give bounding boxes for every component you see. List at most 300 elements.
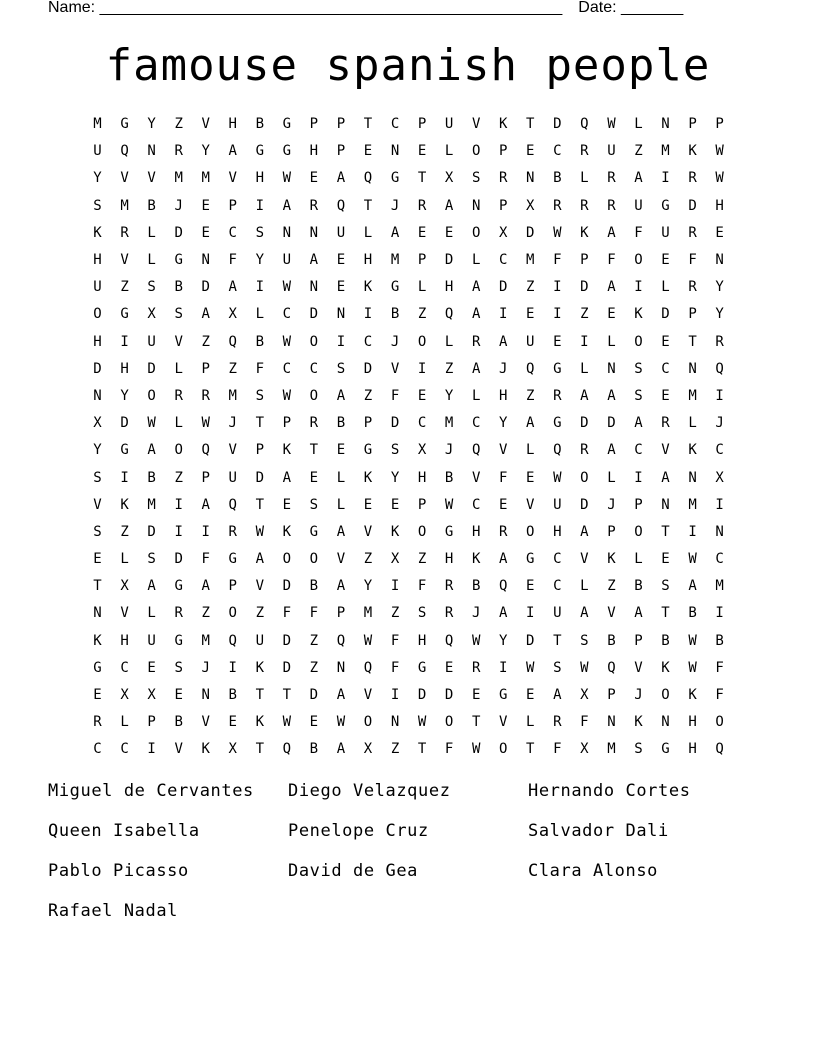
grid-letter: N xyxy=(282,224,292,241)
grid-row xyxy=(84,464,734,491)
grid-letter: A xyxy=(471,279,481,296)
grid-letter: A xyxy=(607,224,616,241)
grid-letter: R xyxy=(580,442,589,459)
grid-letter: C xyxy=(120,659,129,676)
grid-letter: F xyxy=(688,252,697,269)
grid-letter: Y xyxy=(715,306,724,323)
grid-letter: G xyxy=(174,632,183,649)
grid-letter: A xyxy=(336,387,346,404)
grid-letter: R xyxy=(688,224,697,241)
grid-letter: A xyxy=(390,224,400,241)
grid-letter: S xyxy=(553,659,562,676)
grid-letter: C xyxy=(715,442,724,459)
grid-row xyxy=(84,329,734,356)
grid-letter: Y xyxy=(499,632,508,649)
grid-letter: M xyxy=(228,387,237,404)
grid-letter: G xyxy=(120,306,129,323)
grid-letter: E xyxy=(201,197,210,214)
grid-letter: U xyxy=(607,143,616,160)
grid-letter: H xyxy=(444,279,454,296)
grid-letter: N xyxy=(607,360,616,377)
grid-letter: O xyxy=(309,551,319,568)
grid-letter: A xyxy=(336,741,346,758)
grid-letter: I xyxy=(336,333,346,350)
grid-letter: O xyxy=(471,224,481,241)
grid-letter: B xyxy=(147,197,156,214)
grid-letter: Q xyxy=(282,741,292,758)
grid-letter: Z xyxy=(174,469,183,486)
grid-letter: H xyxy=(363,252,373,269)
grid-letter: I xyxy=(526,605,535,622)
grid-letter: N xyxy=(309,279,319,296)
grid-letter: W xyxy=(553,224,562,241)
grid-letter: O xyxy=(417,333,427,350)
grid-letter: E xyxy=(228,714,237,731)
grid-letter: X xyxy=(444,170,454,187)
grid-letter: G xyxy=(255,143,265,160)
grid-letter: A xyxy=(607,387,616,404)
grid-letter: D xyxy=(553,116,562,133)
grid-letter: V xyxy=(147,170,156,187)
grid-letter: E xyxy=(174,687,183,704)
grid-letter: N xyxy=(309,224,319,241)
grid-letter: Z xyxy=(526,387,535,404)
grid-letter: W xyxy=(688,659,697,676)
grid-letter: T xyxy=(255,741,265,758)
grid-letter: O xyxy=(526,523,535,540)
grid-letter: G xyxy=(417,659,427,676)
grid-letter: U xyxy=(634,197,643,214)
grid-letter: A xyxy=(336,523,346,540)
grid-letter: R xyxy=(174,387,183,404)
grid-letter: A xyxy=(336,687,346,704)
grid-letter: V xyxy=(120,170,129,187)
grid-row xyxy=(84,573,734,600)
grid-letter: K xyxy=(471,551,481,568)
grid-letter: V xyxy=(120,605,129,622)
grid-letter: E xyxy=(444,224,454,241)
grid-letter: S xyxy=(336,360,346,377)
grid-letter: V xyxy=(93,496,102,513)
grid-letter: K xyxy=(634,714,643,731)
grid-letter: N xyxy=(336,659,346,676)
grid-letter: A xyxy=(282,197,292,214)
grid-letter: X xyxy=(715,469,724,486)
grid-letter: V xyxy=(499,714,508,731)
grid-letter: D xyxy=(580,415,589,432)
grid-letter: P xyxy=(634,632,643,649)
grid-letter: E xyxy=(390,496,400,513)
grid-letter: E xyxy=(282,496,292,513)
grid-letter: S xyxy=(309,496,319,513)
grid-letter: L xyxy=(661,279,670,296)
grid-letter: Q xyxy=(715,360,724,377)
grid-letter: L xyxy=(634,551,643,568)
grid-letter: K xyxy=(201,741,210,758)
grid-letter: L xyxy=(336,496,346,513)
grid-letter: M xyxy=(444,415,454,432)
grid-letter: Z xyxy=(201,605,210,622)
grid-letter: M xyxy=(201,170,210,187)
grid-letter: U xyxy=(147,632,156,649)
grid-letter: F xyxy=(444,741,454,758)
grid-letter: A xyxy=(201,578,210,595)
grid-letter: G xyxy=(499,687,508,704)
grid-letter: S xyxy=(147,551,156,568)
grid-letter: L xyxy=(255,306,265,323)
grid-letter: X xyxy=(120,578,129,595)
grid-letter: Z xyxy=(309,632,319,649)
grid-letter: P xyxy=(147,714,156,731)
grid-letter: E xyxy=(661,252,670,269)
grid-letter: W xyxy=(282,333,292,350)
grid-letter: Z xyxy=(390,605,400,622)
grid-letter: N xyxy=(688,360,697,377)
grid-letter: A xyxy=(553,687,562,704)
header xyxy=(48,0,683,18)
grid-letter: N xyxy=(661,496,670,513)
grid-letter: O xyxy=(580,469,589,486)
grid-letter: I xyxy=(553,279,562,296)
grid-letter: U xyxy=(553,496,562,513)
grid-letter: U xyxy=(255,632,265,649)
grid-row xyxy=(84,138,734,165)
grid-letter: R xyxy=(174,605,183,622)
grid-letter: D xyxy=(444,252,454,269)
grid-letter: T xyxy=(255,687,265,704)
grid-letter: G xyxy=(390,279,400,296)
grid-letter: K xyxy=(282,442,292,459)
grid-letter: O xyxy=(174,442,183,459)
grid-letter: X xyxy=(580,741,589,758)
grid-letter: O xyxy=(147,387,156,404)
grid-letter: F xyxy=(390,632,400,649)
grid-letter: R xyxy=(120,224,129,241)
grid-letter: O xyxy=(634,523,643,540)
grid-letter: C xyxy=(715,551,724,568)
grid-letter: W xyxy=(444,496,454,513)
grid-letter: Z xyxy=(228,360,237,377)
grid-letter: K xyxy=(634,306,643,323)
grid-row xyxy=(84,220,734,247)
grid-letter: A xyxy=(228,279,237,296)
grid-row xyxy=(84,492,734,519)
grid-letter: B xyxy=(309,741,319,758)
grid-letter: W xyxy=(526,659,535,676)
grid-letter: W xyxy=(688,632,697,649)
grid-letter: L xyxy=(580,578,589,595)
grid-letter: E xyxy=(93,551,102,568)
grid-letter: B xyxy=(390,306,400,323)
grid-letter: E xyxy=(553,333,562,350)
word-bank-item: Salvador Dali xyxy=(528,821,669,841)
grid-letter: J xyxy=(444,442,454,459)
grid-letter: C xyxy=(661,360,670,377)
grid-letter: K xyxy=(363,279,373,296)
grid-letter: E xyxy=(363,496,373,513)
grid-letter: S xyxy=(634,387,643,404)
grid-letter: Y xyxy=(390,469,400,486)
grid-letter: G xyxy=(390,170,400,187)
grid-letter: F xyxy=(390,659,400,676)
grid-letter: M xyxy=(607,741,616,758)
grid-letter: R xyxy=(444,605,454,622)
grid-letter: J xyxy=(471,605,481,622)
grid-letter: X xyxy=(526,197,535,214)
grid-letter: Y xyxy=(201,143,210,160)
grid-letter: O xyxy=(282,551,292,568)
grid-letter: G xyxy=(553,360,562,377)
grid-letter: Q xyxy=(201,442,210,459)
grid-letter: T xyxy=(661,605,670,622)
grid-letter: T xyxy=(688,333,697,350)
grid-letter: F xyxy=(390,387,400,404)
grid-letter: H xyxy=(120,632,129,649)
grid-letter: A xyxy=(336,170,346,187)
grid-letter: W xyxy=(471,741,481,758)
grid-letter: E xyxy=(526,306,535,323)
grid-letter: A xyxy=(444,197,454,214)
grid-letter: N xyxy=(390,143,400,160)
grid-letter: O xyxy=(471,143,481,160)
grid-letter: L xyxy=(634,116,643,133)
word-bank-item: Rafael Nadal xyxy=(48,901,179,921)
grid-letter: H xyxy=(93,252,102,269)
grid-letter: B xyxy=(444,469,454,486)
grid-letter: J xyxy=(607,496,616,513)
grid-letter: A xyxy=(634,415,643,432)
grid-letter: S xyxy=(255,224,265,241)
grid-letter: D xyxy=(580,496,589,513)
grid-letter: P xyxy=(417,252,427,269)
grid-letter: F xyxy=(634,224,643,241)
grid-letter: A xyxy=(228,143,237,160)
grid-letter: L xyxy=(580,170,589,187)
grid-letter: P xyxy=(201,360,210,377)
grid-letter: B xyxy=(147,469,156,486)
grid-letter: I xyxy=(363,306,373,323)
grid-letter: U xyxy=(93,143,102,160)
grid-letter: B xyxy=(661,632,670,649)
grid-letter: X xyxy=(363,741,373,758)
grid-letter: O xyxy=(634,333,643,350)
grid-letter: P xyxy=(336,605,346,622)
grid-letter: F xyxy=(553,252,562,269)
grid-letter: X xyxy=(228,306,237,323)
grid-letter: G xyxy=(93,659,102,676)
grid-letter: H xyxy=(93,333,102,350)
grid-letter: W xyxy=(471,632,481,649)
grid-row xyxy=(84,519,734,546)
grid-letter: V xyxy=(471,469,481,486)
grid-letter: E xyxy=(363,143,373,160)
grid-row xyxy=(84,655,734,682)
grid-letter: D xyxy=(417,687,427,704)
grid-letter: F xyxy=(201,551,210,568)
grid-letter: Q xyxy=(715,741,724,758)
grid-letter: F xyxy=(228,252,237,269)
grid-letter: D xyxy=(282,632,292,649)
grid-letter: M xyxy=(688,496,697,513)
grid-letter: W xyxy=(553,469,562,486)
grid-letter: T xyxy=(526,116,535,133)
grid-letter: X xyxy=(147,306,156,323)
grid-letter: P xyxy=(336,116,346,133)
grid-letter: T xyxy=(417,741,427,758)
grid-letter: O xyxy=(309,387,319,404)
grid-letter: K xyxy=(255,659,265,676)
grid-letter: S xyxy=(661,578,670,595)
grid-letter: L xyxy=(336,469,346,486)
grid-letter: D xyxy=(526,632,535,649)
grid-letter: I xyxy=(499,659,508,676)
grid-letter: V xyxy=(363,687,373,704)
grid-letter: P xyxy=(607,687,616,704)
grid-letter: T xyxy=(255,496,265,513)
grid-letter: V xyxy=(363,523,373,540)
grid-letter: C xyxy=(309,360,319,377)
grid-letter: M xyxy=(688,387,697,404)
grid-letter: V xyxy=(120,252,129,269)
grid-letter: D xyxy=(93,360,102,377)
grid-letter: Y xyxy=(93,442,102,459)
grid-letter: K xyxy=(688,442,697,459)
grid-letter: T xyxy=(255,415,265,432)
grid-letter: O xyxy=(444,714,454,731)
grid-letter: F xyxy=(499,469,508,486)
grid-letter: N xyxy=(715,523,724,540)
grid-letter: V xyxy=(526,496,535,513)
grid-letter: W xyxy=(580,659,589,676)
grid-letter: Z xyxy=(309,659,319,676)
grid-letter: A xyxy=(336,578,346,595)
grid-letter: L xyxy=(417,279,427,296)
grid-letter: N xyxy=(471,197,481,214)
grid-letter: J xyxy=(634,687,643,704)
grid-letter: I xyxy=(715,605,724,622)
word-bank-item: Pablo Picasso xyxy=(48,861,189,881)
grid-letter: I xyxy=(715,496,724,513)
grid-letter: L xyxy=(526,714,535,731)
grid-letter: O xyxy=(93,306,102,323)
grid-letter: P xyxy=(201,469,210,486)
grid-letter: P xyxy=(417,496,427,513)
grid-letter: H xyxy=(688,714,697,731)
grid-letter: E xyxy=(661,387,670,404)
grid-letter: K xyxy=(93,224,102,241)
grid-letter: I xyxy=(390,578,400,595)
grid-letter: B xyxy=(255,116,265,133)
grid-letter: Q xyxy=(363,170,373,187)
grid-letter: R xyxy=(499,523,508,540)
grid-letter: R xyxy=(553,714,562,731)
grid-letter: A xyxy=(580,523,589,540)
grid-letter: I xyxy=(201,523,210,540)
grid-letter: E xyxy=(309,469,319,486)
grid-letter: N xyxy=(201,252,210,269)
grid-letter: E xyxy=(336,252,346,269)
grid-letter: Q xyxy=(120,143,129,160)
grid-letter: G xyxy=(661,741,670,758)
grid-letter: N xyxy=(607,714,616,731)
grid-letter: O xyxy=(363,714,373,731)
grid-letter: X xyxy=(580,687,589,704)
grid-letter: N xyxy=(201,687,210,704)
grid-letter: L xyxy=(363,224,373,241)
grid-letter: T xyxy=(363,116,373,133)
grid-letter: S xyxy=(93,523,102,540)
grid-letter: P xyxy=(499,143,508,160)
grid-letter: T xyxy=(661,523,670,540)
grid-letter: T xyxy=(471,714,481,731)
grid-letter: F xyxy=(580,714,589,731)
grid-letter: G xyxy=(174,578,183,595)
grid-letter: Q xyxy=(228,333,237,350)
grid-letter: G xyxy=(444,523,454,540)
word-bank-item: Diego Velazquez xyxy=(288,781,451,801)
grid-letter: E xyxy=(471,687,481,704)
grid-letter: A xyxy=(580,605,589,622)
grid-letter: K xyxy=(607,551,616,568)
grid-letter: D xyxy=(120,415,129,432)
grid-letter: N xyxy=(390,714,400,731)
grid-letter: S xyxy=(147,279,156,296)
grid-letter: C xyxy=(282,360,292,377)
grid-row xyxy=(84,193,734,220)
grid-letter: L xyxy=(471,252,481,269)
grid-letter: U xyxy=(661,224,670,241)
grid-letter: M xyxy=(715,578,724,595)
grid-letter: E xyxy=(499,496,508,513)
grid-letter: N xyxy=(688,469,697,486)
grid-letter: K xyxy=(661,659,670,676)
grid-letter: B xyxy=(634,578,643,595)
grid-letter: I xyxy=(580,333,589,350)
grid-letter: C xyxy=(282,306,292,323)
grid-letter: Z xyxy=(390,741,400,758)
grid-letter: U xyxy=(93,279,102,296)
grid-letter: N xyxy=(661,714,670,731)
grid-letter: R xyxy=(553,197,562,214)
grid-letter: Y xyxy=(93,170,102,187)
grid-letter: E xyxy=(526,143,535,160)
grid-letter: Q xyxy=(580,116,589,133)
grid-letter: E xyxy=(526,469,535,486)
grid-letter: D xyxy=(255,469,265,486)
grid-letter: A xyxy=(309,252,319,269)
grid-letter: L xyxy=(120,551,129,568)
grid-letter: I xyxy=(147,741,156,758)
grid-letter: Z xyxy=(417,306,427,323)
grid-letter: P xyxy=(282,415,292,432)
grid-letter: B xyxy=(688,605,697,622)
grid-letter: P xyxy=(309,116,319,133)
grid-row xyxy=(84,410,734,437)
grid-letter: D xyxy=(688,197,697,214)
grid-letter: A xyxy=(607,442,616,459)
grid-letter: D xyxy=(526,224,535,241)
grid-letter: T xyxy=(363,197,373,214)
grid-letter: K xyxy=(688,143,697,160)
grid-letter: A xyxy=(580,387,589,404)
grid-letter: B xyxy=(228,687,237,704)
grid-letter: D xyxy=(390,415,400,432)
grid-letter: K xyxy=(255,714,265,731)
grid-letter: W xyxy=(715,143,724,160)
grid-letter: C xyxy=(363,333,373,350)
grid-letter: A xyxy=(201,306,210,323)
grid-letter: S xyxy=(174,659,183,676)
